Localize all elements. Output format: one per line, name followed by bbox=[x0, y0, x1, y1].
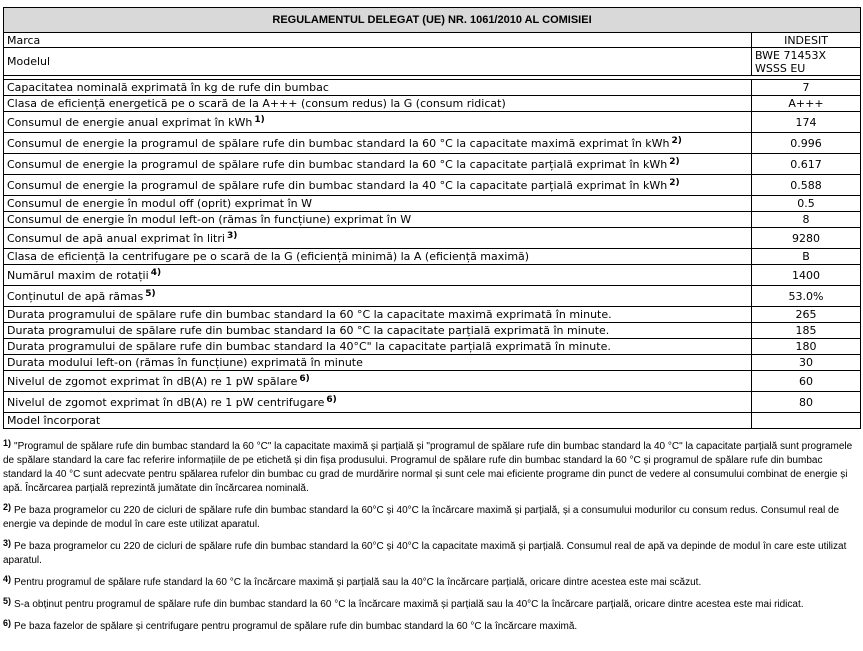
row-label-text: Durata programului de spălare rufe din bumbac standard la 60 °C la capacitate maximă exprimată în minute. bbox=[7, 308, 612, 321]
title-row bbox=[4, 8, 861, 33]
row-label bbox=[4, 371, 752, 392]
row-label-text: Durata programului de spălare rufe din bumbac standard la 60 °C la capacitate parțială exprimată în minute. bbox=[7, 324, 610, 337]
table-row bbox=[4, 413, 861, 429]
row-value bbox=[752, 413, 861, 429]
row-value: 53.0% bbox=[752, 286, 861, 307]
footnote-text: Pe baza programelor cu 220 de cicluri de spălare rufe din bumbac standard la 60°C și 40°C la capacitate maximă și parțială. Consumul real de apă va depinde de modul în care este utilizat aparatul. bbox=[3, 541, 847, 566]
row-value: 7 bbox=[752, 80, 861, 96]
row-value: 80 bbox=[752, 392, 861, 413]
row-value: 8 bbox=[752, 212, 861, 228]
table-row bbox=[4, 80, 861, 96]
table-row bbox=[4, 228, 861, 249]
footnote-ref: 6) bbox=[326, 394, 337, 405]
row-label bbox=[4, 339, 752, 355]
row-label-text: Consumul de energie anual exprimat în kWh bbox=[7, 115, 253, 129]
footnote-ref: 3) bbox=[226, 230, 238, 241]
table-row bbox=[4, 323, 861, 339]
footnote bbox=[3, 436, 860, 496]
row-label-text: Clasa de eficiență la centrifugare pe o scară de la G (eficiență minimă) la A (eficiență maximă) bbox=[7, 250, 530, 263]
row-value: 0.5 bbox=[752, 196, 861, 212]
table-row bbox=[4, 33, 861, 48]
row-label-text: Consumul de energie la programul de spălare rufe din bumbac standard la 60 °C la capacitate parțială exprimat în kWh bbox=[7, 157, 668, 171]
row-label bbox=[4, 413, 752, 429]
row-label-text: Consumul de apă anual exprimat în litri bbox=[7, 231, 225, 245]
table-row bbox=[4, 212, 861, 228]
row-label bbox=[4, 96, 752, 112]
footnote-number: 5) bbox=[3, 596, 12, 606]
row-value: 0.588 bbox=[752, 175, 861, 196]
table-row bbox=[4, 112, 861, 133]
footnote-number: 4) bbox=[3, 574, 12, 584]
row-label bbox=[4, 175, 752, 196]
row-label bbox=[4, 33, 752, 48]
row-label bbox=[4, 228, 752, 249]
footnote-text: Pe baza fazelor de spălare și centrifugare pentru programul de spălare rufe din bumbac standard la 60 °C la încărcare maximă. bbox=[14, 621, 578, 632]
footnote bbox=[3, 616, 860, 634]
row-label bbox=[4, 355, 752, 371]
row-label bbox=[4, 196, 752, 212]
footnote bbox=[3, 536, 860, 568]
row-value: 9280 bbox=[752, 228, 861, 249]
row-value: B bbox=[752, 249, 861, 265]
row-label-text: Conținutul de apă rămas bbox=[7, 289, 144, 303]
footnote-number: 2) bbox=[3, 502, 12, 512]
row-label bbox=[4, 112, 752, 133]
footnote-number: 1) bbox=[3, 438, 12, 448]
specification-table bbox=[3, 7, 861, 429]
row-value: 30 bbox=[752, 355, 861, 371]
row-value: 60 bbox=[752, 371, 861, 392]
row-value: 0.996 bbox=[752, 133, 861, 154]
footnote-number: 3) bbox=[3, 538, 12, 548]
row-label-text: Numărul maxim de rotații bbox=[7, 268, 149, 282]
footnote bbox=[3, 500, 860, 532]
document-title: REGULAMENTUL DELEGAT (UE) NR. 1061/2010 AL COMISIEI bbox=[4, 8, 861, 33]
row-value: 174 bbox=[752, 112, 861, 133]
table-row bbox=[4, 48, 861, 76]
row-value: 180 bbox=[752, 339, 861, 355]
footnote-text: "Programul de spălare rufe din bumbac standard la 60 °C" la capacitate maximă și parțială și "programul de spălare rufe din bumbac standard la 40 °C" la capacitate parțială sunt programele de spălare standard la care fac referire informațiile de pe etichetă și din fișa produsului. Programul de spălare rufe din bumbac standard la 60 °C și programul de spălare rufe din bumbac standard la 40 °C sunt adecvate pentru spălarea rufelor din bumbac cu grad de murdărire normal și sunt cele mai eficiente programe din punct de vedere al consumului combinat de energie și apă. Încărcarea parțială reprezintă jumătate din încărcarea nominală. bbox=[3, 441, 853, 494]
row-value: BWE 71453X WSSS EU bbox=[752, 48, 861, 76]
footnotes bbox=[3, 436, 860, 634]
table-row bbox=[4, 307, 861, 323]
footnote-ref: 2) bbox=[669, 177, 680, 188]
footnote-ref: 1) bbox=[254, 114, 265, 125]
row-label bbox=[4, 154, 752, 175]
footnote-ref: 2) bbox=[671, 135, 682, 146]
table-row bbox=[4, 196, 861, 212]
row-label bbox=[4, 307, 752, 323]
footnote-ref: 4) bbox=[150, 267, 162, 278]
row-label-text: Capacitatea nominală exprimată în kg de rufe din bumbac bbox=[7, 81, 329, 94]
footnote-number: 6) bbox=[3, 618, 12, 628]
row-label bbox=[4, 249, 752, 265]
table-row bbox=[4, 133, 861, 154]
row-label bbox=[4, 286, 752, 307]
row-value: 185 bbox=[752, 323, 861, 339]
footnote-ref: 5) bbox=[145, 288, 156, 299]
table-row bbox=[4, 249, 861, 265]
footnote bbox=[3, 594, 860, 612]
table-row bbox=[4, 154, 861, 175]
row-label-text: Consumul de energie în modul left-on (rămas în funcțiune) exprimat în W bbox=[7, 213, 412, 226]
table-row bbox=[4, 392, 861, 413]
row-label bbox=[4, 48, 752, 76]
table-row bbox=[4, 355, 861, 371]
row-label-text: Clasa de eficiență energetică pe o scară de la A+++ (consum redus) la G (consum ridicat) bbox=[7, 97, 506, 110]
row-label bbox=[4, 80, 752, 96]
footnote-ref: 2) bbox=[669, 156, 680, 167]
row-label-text: Modelul bbox=[7, 55, 51, 68]
row-value: INDESIT bbox=[752, 33, 861, 48]
footnote bbox=[3, 572, 860, 590]
footnote-text: S-a obținut pentru programul de spălare rufe din bumbac standard la 60 °C la încărcare maximă și parțială sau la 40°C la încărcare parțială, oricare dintre acestea este mai ridicat. bbox=[14, 599, 804, 610]
row-label bbox=[4, 133, 752, 154]
row-value: 0.617 bbox=[752, 154, 861, 175]
row-value: 265 bbox=[752, 307, 861, 323]
footnote-text: Pentru programul de spălare rufe standard la 60 °C la încărcare maximă și parțială sau la 40°C la încărcare parțială, oricare dintre acestea este mai scăzut. bbox=[14, 577, 702, 588]
row-label-text: Model încorporat bbox=[7, 414, 101, 427]
table-row bbox=[4, 371, 861, 392]
row-label bbox=[4, 265, 752, 286]
row-label-text: Nivelul de zgomot exprimat în dB(A) re 1 pW spălare bbox=[7, 374, 298, 388]
table-row bbox=[4, 96, 861, 112]
row-label-text: Marca bbox=[7, 33, 41, 47]
table-row bbox=[4, 286, 861, 307]
footnote-ref: 6) bbox=[299, 373, 310, 384]
table-row bbox=[4, 265, 861, 286]
table-row bbox=[4, 339, 861, 355]
row-label bbox=[4, 392, 752, 413]
row-label-text: Nivelul de zgomot exprimat în dB(A) re 1 pW centrifugare bbox=[7, 395, 325, 409]
row-label bbox=[4, 212, 752, 228]
row-label-text: Consumul de energie la programul de spălare rufe din bumbac standard la 60 °C la capacitate maximă exprimat în kWh bbox=[7, 136, 670, 150]
row-label-text: Consumul de energie în modul off (oprit) exprimat în W bbox=[7, 197, 312, 210]
row-value: A+++ bbox=[752, 96, 861, 112]
row-label-text: Durata programului de spălare rufe din bumbac standard la 40°C" la capacitate parțială exprimată în minute. bbox=[7, 340, 611, 353]
regulation-sheet bbox=[3, 7, 860, 638]
row-label bbox=[4, 323, 752, 339]
table-row bbox=[4, 175, 861, 196]
footnote-text: Pe baza programelor cu 220 de cicluri de spălare rufe din bumbac standard la 60°C și 40°C la încărcare maximă și parțială, și a consumului modurilor cu consum redus. Consumul real de energie va depinde de modul în care este utilizat aparatul. bbox=[3, 505, 840, 530]
row-label-text: Durata modului left-on (rămas în funcțiune) exprimată în minute bbox=[7, 356, 363, 369]
row-value: 1400 bbox=[752, 265, 861, 286]
row-label-text: Consumul de energie la programul de spălare rufe din bumbac standard la 40 °C la capacitate parțială exprimat în kWh bbox=[7, 178, 668, 192]
